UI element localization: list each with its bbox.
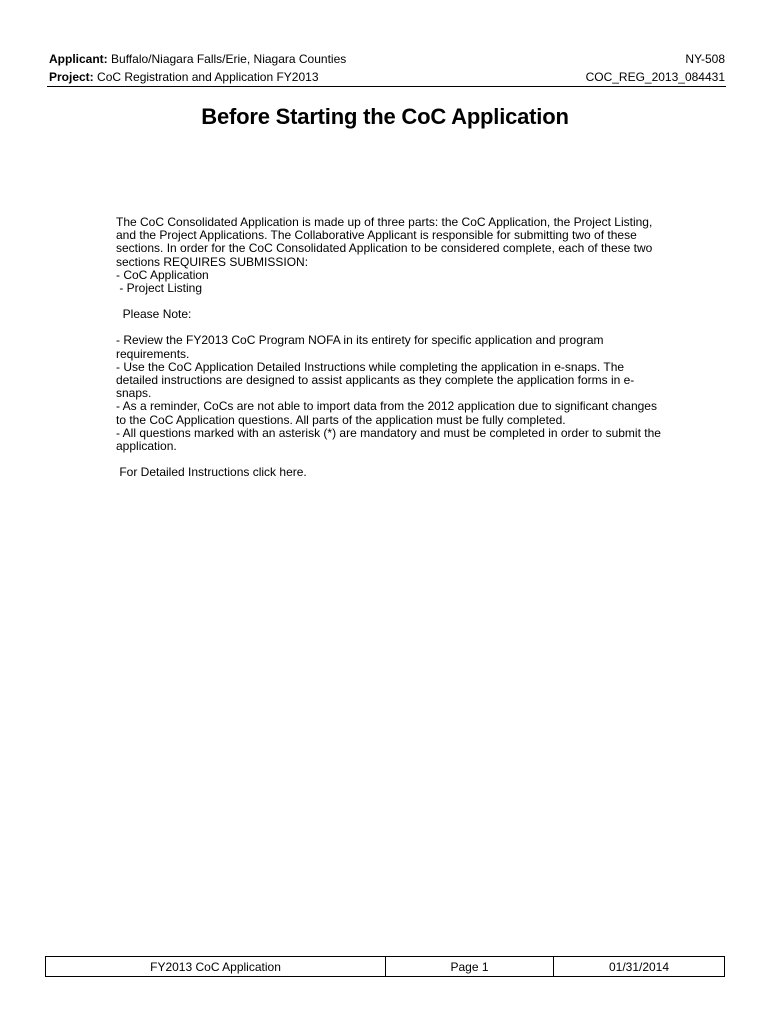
project-info [49, 68, 319, 86]
coc-number: NY-508 [685, 52, 725, 66]
header-row-project [49, 68, 725, 86]
header-row-applicant [49, 50, 725, 68]
project-value: CoC Registration and Application FY2013 [97, 70, 319, 84]
intro-paragraph: The CoC Consolidated Application is made up of three parts: the CoC Application, the Project Listing, and the Project Applications. The Collaborative Applicant is responsible for submitting two of these sections. In order for the CoC Consolidated Application to be considered complete, each of these two sections REQUIRES SUBMISSION: [116, 215, 653, 269]
detailed-instructions-link[interactable]: For Detailed Instructions click here. [116, 465, 307, 480]
page-title: Before Starting the CoC Application [201, 104, 569, 129]
applicant-value: Buffalo/Niagara Falls/Erie, Niagara Counties [111, 52, 347, 66]
footer-page-number: Page 1 [386, 957, 554, 976]
note-item-detailed-instructions: - Use the CoC Application Detailed Instructions while completing the application in e-snaps. The detailed instructions are designed to assist applicants as they complete the application forms in e-snaps. [116, 359, 635, 401]
header-divider [47, 86, 726, 87]
note-item-review-nofa: - Review the FY2013 CoC Program NOFA in its entirety for specific application and program requirements. [116, 333, 604, 361]
project-code: COC_REG_2013_084431 [585, 70, 725, 84]
project-label: Project: [49, 70, 94, 84]
footer-document-name: FY2013 CoC Application [46, 957, 386, 976]
intro-item-coc-application: - CoC Application [116, 267, 209, 282]
note-item-mandatory-questions: - All questions marked with an asterisk (*) are mandatory and must be completed in order to submit the application. [116, 425, 661, 454]
page-header [49, 50, 725, 86]
note-item-import-reminder: - As a reminder, CoCs are not able to import data from the 2012 application due to significant changes to the CoC Application questions. All parts of the application must be fully completed. [116, 399, 657, 427]
note-heading: Please Note: [116, 307, 192, 322]
intro-item-project-listing: - Project Listing [116, 281, 203, 296]
document-body [116, 216, 661, 479]
page-footer [45, 956, 725, 977]
footer-date: 01/31/2014 [608, 959, 670, 974]
applicant-info [49, 50, 346, 68]
applicant-label: Applicant: [49, 52, 108, 66]
